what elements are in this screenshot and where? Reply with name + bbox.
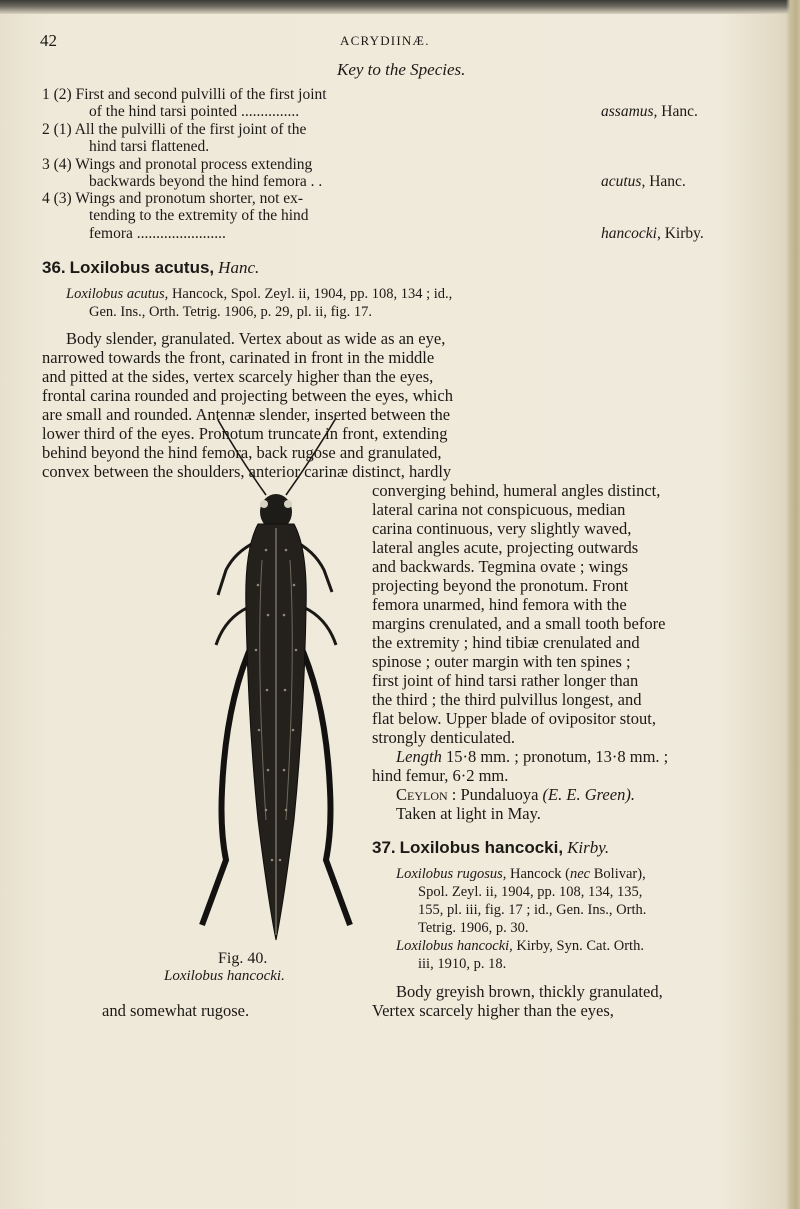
- key-line-4: hind tarsi flattened.: [89, 138, 210, 155]
- desc-36-line-1: Body slender, granulated. Vertex about as wide as an eye,: [66, 329, 446, 348]
- eye-right: [284, 500, 292, 508]
- desc-37-line-2-right: Vertex scarcely higher than the eyes,: [372, 1001, 614, 1020]
- antenna-left: [218, 420, 266, 495]
- desc-36-right-3: carina continuous, very slightly waved,: [372, 519, 632, 538]
- scan-top-edge: [0, 0, 800, 14]
- heading-species: Loxilobus acutus,: [69, 258, 215, 277]
- measurements: [396, 747, 668, 767]
- key-line-9: femora .......................: [89, 225, 226, 242]
- synonym-ref-a: Hancock (: [510, 866, 570, 882]
- species-author: Kirby.: [664, 225, 704, 242]
- desc-36-right-7: femora unarmed, hind femora with the: [372, 595, 627, 614]
- hind-leg-right: [298, 640, 350, 925]
- running-head: ACRYDIINÆ.: [340, 33, 430, 48]
- desc-36-line-5: are small and rounded. Antennæ slender, inserted between the: [42, 405, 451, 424]
- key-line-8: tending to the extremity of the hind: [89, 207, 309, 224]
- synonym-name: Loxilobus rugosus,: [396, 866, 507, 882]
- figure-40-insect-illustration: [196, 400, 356, 945]
- key-line-1: 1 (2) First and second pulvilli of the first joint: [42, 86, 327, 103]
- species-name: assamus,: [601, 103, 658, 120]
- synonym-37b-line-1: [396, 938, 644, 955]
- key-species-3: [601, 225, 704, 242]
- desc-36-right-1: converging behind, humeral angles distinct,: [372, 481, 661, 500]
- desc-36-right-6: projecting beyond the pronotum. Front: [372, 576, 629, 595]
- species-name: acutus,: [601, 173, 646, 190]
- synonym-37a-line-2: Spol. Zeyl. ii, 1904, pp. 108, 134, 135,: [418, 884, 643, 900]
- desc-37-line-2-left: and somewhat rugose.: [102, 1001, 250, 1020]
- key-species-2: [601, 173, 686, 190]
- key-line-7: 4 (3) Wings and pronotum shorter, not ex-: [42, 190, 304, 207]
- figure-label: Fig. 40.: [218, 950, 268, 967]
- heading-number: 37.: [372, 838, 396, 857]
- synonym-37b-line-2: iii, 1910, p. 18.: [418, 956, 507, 972]
- synonym-reference: Hancock, Spol. Zeyl. ii, 1904, pp. 108, 134 ; id.,: [171, 286, 453, 302]
- desc-36-line-8: convex between the shoulders, anterior carinæ distinct, hardly: [42, 462, 452, 481]
- heading-number: 36.: [42, 258, 66, 277]
- species-author: Hanc.: [661, 103, 698, 120]
- synonym-37a-line-3: 155, pl. iii, fig. 17 ; id., Gen. Ins., Orth.: [418, 902, 647, 918]
- desc-36-right-11: first joint of hind tarsi rather longer than: [372, 671, 639, 690]
- locality-place: Pundaluoya: [460, 785, 539, 804]
- key-line-3: 2 (1) All the pulvilli of the first joint of the: [42, 121, 307, 138]
- desc-36-line-6: lower third of the eyes. Pronotum truncate in front, extending: [42, 424, 448, 443]
- desc-37-line-1: Body greyish brown, thickly granulated,: [396, 982, 663, 1001]
- key-line-6: backwards beyond the hind femora . .: [89, 173, 323, 190]
- desc-36-right-12: the third ; the third pulvillus longest, and: [372, 690, 642, 709]
- desc-36-right-5: and backwards. Tegmina ovate ; wings: [372, 557, 629, 576]
- heading-author: Kirby.: [567, 838, 610, 857]
- key-line-5: 3 (4) Wings and pronotal process extending: [42, 156, 313, 173]
- desc-36-right-14: strongly denticulated.: [372, 728, 515, 747]
- synonym-37a-line-1: [396, 866, 646, 883]
- species-author: Hanc.: [649, 173, 686, 190]
- desc-36-right-13: flat below. Upper blade of ovipositor stout,: [372, 709, 656, 728]
- desc-36-right-8: margins crenulated, and a small tooth before: [372, 614, 666, 633]
- antenna-right: [286, 418, 336, 495]
- key-species-1: [601, 103, 698, 120]
- synonym-36-line-1: [66, 286, 452, 303]
- length-label: Length: [396, 747, 442, 766]
- section-37-heading: [372, 838, 609, 858]
- desc-36-line-3: and pitted at the sides, vertex scarcely higher than the eyes,: [42, 367, 434, 386]
- scan-right-edge: [786, 0, 800, 1209]
- synonym-name: Loxilobus acutus,: [66, 286, 169, 302]
- key-line-2: of the hind tarsi pointed ...............: [89, 103, 300, 120]
- length-value: 15·8 mm. ; pronotum, 13·8 mm. ;: [445, 747, 669, 766]
- synonym-nec: nec: [570, 866, 591, 882]
- page-number: 42: [40, 31, 57, 50]
- hind-leg-left: [202, 640, 254, 925]
- desc-36-line-4: frontal carina rounded and projecting between the eyes, which: [42, 386, 453, 405]
- desc-36-right-2: lateral carina not conspicuous, median: [372, 500, 626, 519]
- key-title: Key to the Species.: [337, 60, 466, 79]
- species-name: hancocki,: [601, 225, 661, 242]
- desc-36-right-4: lateral angles acute, projecting outwards: [372, 538, 639, 557]
- synonym-37a-line-4: Tetrig. 1906, p. 30.: [418, 920, 529, 936]
- synonym-ref-b: Bolivar),: [593, 866, 646, 882]
- desc-36-line-2: narrowed towards the front, carinated in front in the middle: [42, 348, 435, 367]
- locality: [396, 785, 635, 805]
- heading-author: Hanc.: [218, 258, 260, 277]
- locality-note: Taken at light in May.: [396, 804, 541, 823]
- desc-36-right-9: the extremity ; hind tibiæ crenulated and: [372, 633, 640, 652]
- measurements-line-2: hind femur, 6·2 mm.: [372, 766, 509, 785]
- section-36-heading: [42, 258, 259, 278]
- locality-collector: (E. E. Green).: [542, 785, 635, 804]
- locality-country: Ceylon :: [396, 785, 457, 804]
- synonym-ref: Kirby, Syn. Cat. Orth.: [516, 938, 644, 954]
- eye-left: [260, 500, 268, 508]
- synonym-36-line-2: Gen. Ins., Orth. Tetrig. 1906, p. 29, pl. ii, fig. 17.: [89, 304, 373, 320]
- synonym-name: Loxilobus hancocki,: [396, 938, 513, 954]
- figure-caption: Loxilobus hancocki.: [164, 968, 285, 984]
- desc-36-line-7: behind beyond the hind femora, back rugose and granulated,: [42, 443, 442, 462]
- desc-36-right-10: spinose ; outer margin with ten spines ;: [372, 652, 631, 671]
- heading-species: Loxilobus hancocki,: [399, 838, 564, 857]
